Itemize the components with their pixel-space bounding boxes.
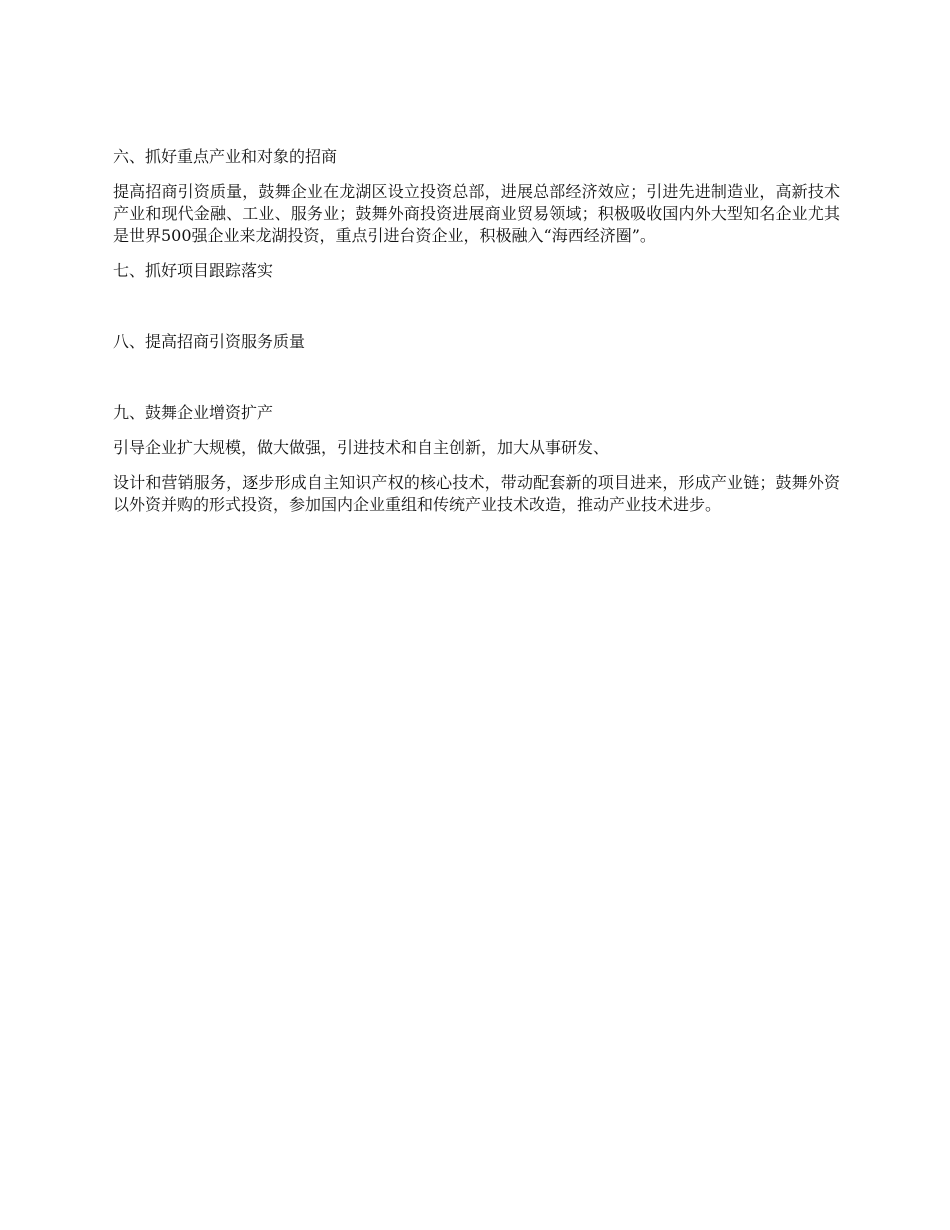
document-body	[113, 146, 840, 529]
section-9-paragraph-1: 引导企业扩大规模，做大做强，引进技术和自主创新，加大从事研发、	[113, 438, 610, 457]
section-heading-8: 八、提高招商引资服务质量	[113, 332, 306, 351]
section-heading-9: 九、鼓舞企业增资扩产	[113, 403, 274, 422]
section-9-paragraph-2: 设计和营销服务，逐步形成自主知识产权的核心技术，带动配套新的项目进来，形成产业链；鼓舞外资以外资并购的形式投资，参加国内企业重组和传统产业技术改造，推动产业技术进步。	[113, 473, 840, 514]
section-heading-7: 七、抓好项目跟踪落实	[113, 261, 274, 280]
section-heading-6: 六、抓好重点产业和对象的招商	[113, 147, 338, 166]
section-6-paragraph: 提高招商引资质量，鼓舞企业在龙湖区设立投资总部，进展总部经济效应；引进先进制造业，高新技术产业和现代金融、工业、服务业；鼓舞外商投资进展商业贸易领域；积极吸收国内外大型知名企业尤其是世界500强企业来龙湖投资，重点引进台资企业，积极融入“海西经济圈”。	[113, 182, 840, 245]
